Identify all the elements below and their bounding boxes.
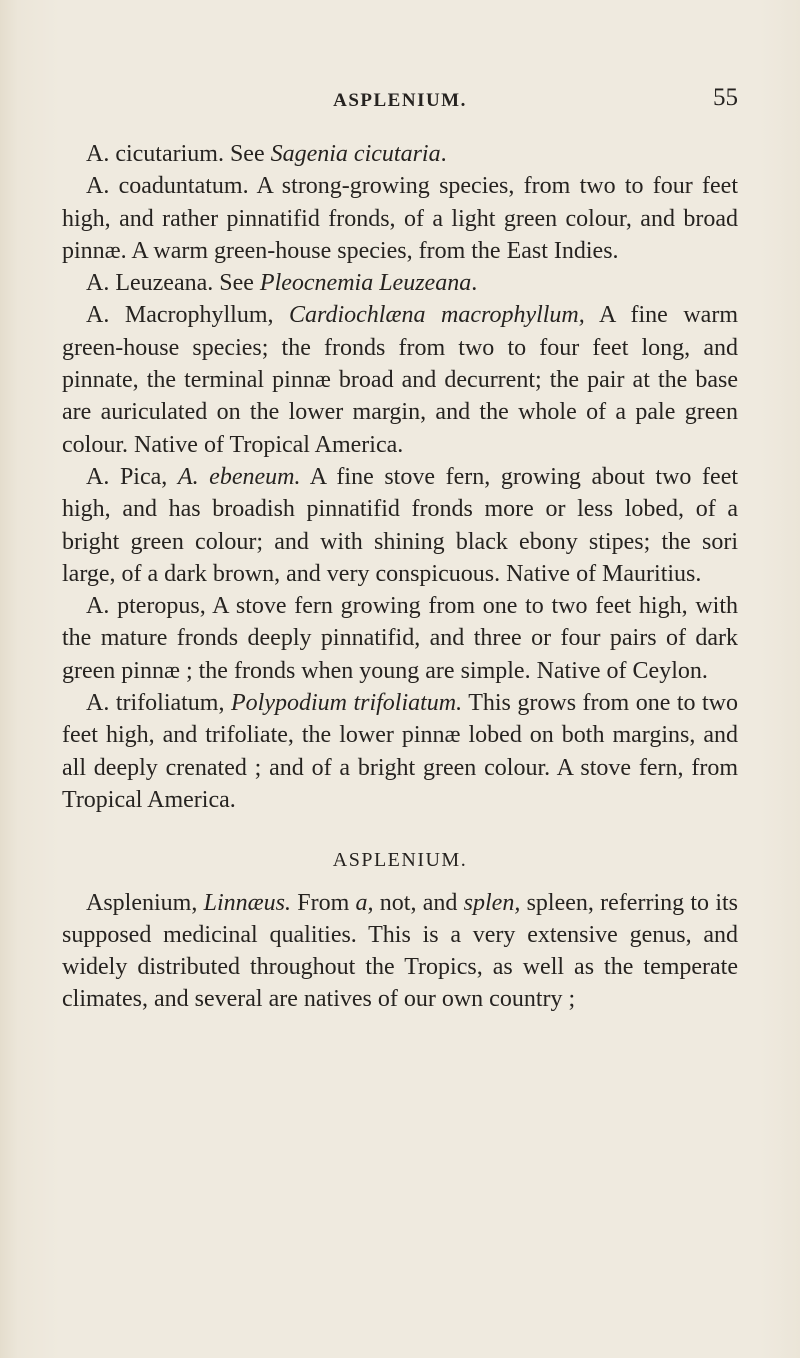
entry-macrophyllum — [62, 299, 738, 460]
entry-pica — [62, 461, 738, 590]
entry-name: A. Leuzeana. — [86, 270, 214, 297]
section-text: spleen, referring to its supposed medicinal qualities. This is a very extensive genus, and widely distributed throughout the Tropics, as well as the temperate climates, and several are natives of our own country ; — [62, 889, 738, 1013]
etymology-term: a, — [355, 889, 374, 916]
entry-coaduntatum — [62, 170, 738, 267]
entry-name: A. Pica, — [86, 463, 168, 490]
synonym: Polypodium trifoliatum. — [230, 690, 463, 717]
entry-trifoliatum — [62, 687, 738, 816]
entry-text: A fine warm green-house species; the fronds from two to four feet long, and pinnate, the terminal pinnæ broad and decurrent; the pair at the base are auriculated on the lower margin, and the whole of a pale green colour. Native of Tropical America. — [62, 302, 738, 458]
entry-name: A. pteropus, — [86, 593, 206, 620]
entry-text: This grows from one to two feet high, and trifoliate, the lower pinnæ lobed on both margins, and all deeply crenated ; and of a bright green colour. A stove fern, from Tropical America. — [62, 690, 739, 813]
section-intro: Asplenium, Linnæus. From a, not, and splen, spleen, referring to its supposed medicinal qualities. This is a very extensive genus, and widely distributed throughout the Tropics, as well as the temperate climates, and several are natives of our own country ; — [62, 889, 738, 1013]
running-head: ASPLENIUM. — [333, 90, 467, 111]
page-header — [62, 84, 738, 118]
entry-name: A. Macrophyllum, — [86, 302, 274, 329]
entry-cicutarium: A. cicutarium. See Sagenia cicutaria. — [86, 141, 447, 167]
cross-reference: Sagenia cicutaria — [270, 141, 441, 167]
genus-name: Asplenium, — [86, 889, 198, 916]
entry-leuzeana: A. Leuzeana. See Pleocnemia Leuzeana. — [86, 270, 478, 297]
section-heading: ASPLENIUM. — [332, 849, 468, 872]
synonym: A. ebeneum. — [177, 463, 301, 490]
entry-name: A. trifoliatum, — [86, 690, 225, 717]
page-body — [62, 138, 738, 1016]
entry-name: A. coaduntatum. — [86, 173, 249, 200]
synonym: Cardiochlæna macrophyllum, — [289, 302, 585, 329]
etymology-term: splen, — [463, 889, 521, 916]
cross-reference: Pleocnemia Leuzeana — [259, 270, 472, 297]
entry-text: A fine stove fern, growing about two feet high, and has broadish pinnatifid fronds more or less lobed, of a bright green colour; and with shining black ebony stipes; the sori large, of a dark brown, and very conspicuous. Native of Mauritius. — [62, 463, 739, 587]
entry-name: A. cicutarium. — [86, 141, 224, 167]
entry-pteropus — [62, 590, 738, 687]
authority: Linnæus. — [203, 889, 291, 916]
entry-text: A stove fern growing from one to two feet high, with the mature fronds deeply pinnatifid, and three or four pairs of dark green pinnæ ; the fronds when young are simple. Native of Ceylon. — [62, 593, 738, 684]
entry-text: A strong-growing species, from two to four feet high, and rather pinnatifid fronds, of a light green colour, and broad pinnæ. A warm green-house species, from the East Indies. — [62, 173, 739, 264]
page-number: 55 — [713, 84, 738, 111]
